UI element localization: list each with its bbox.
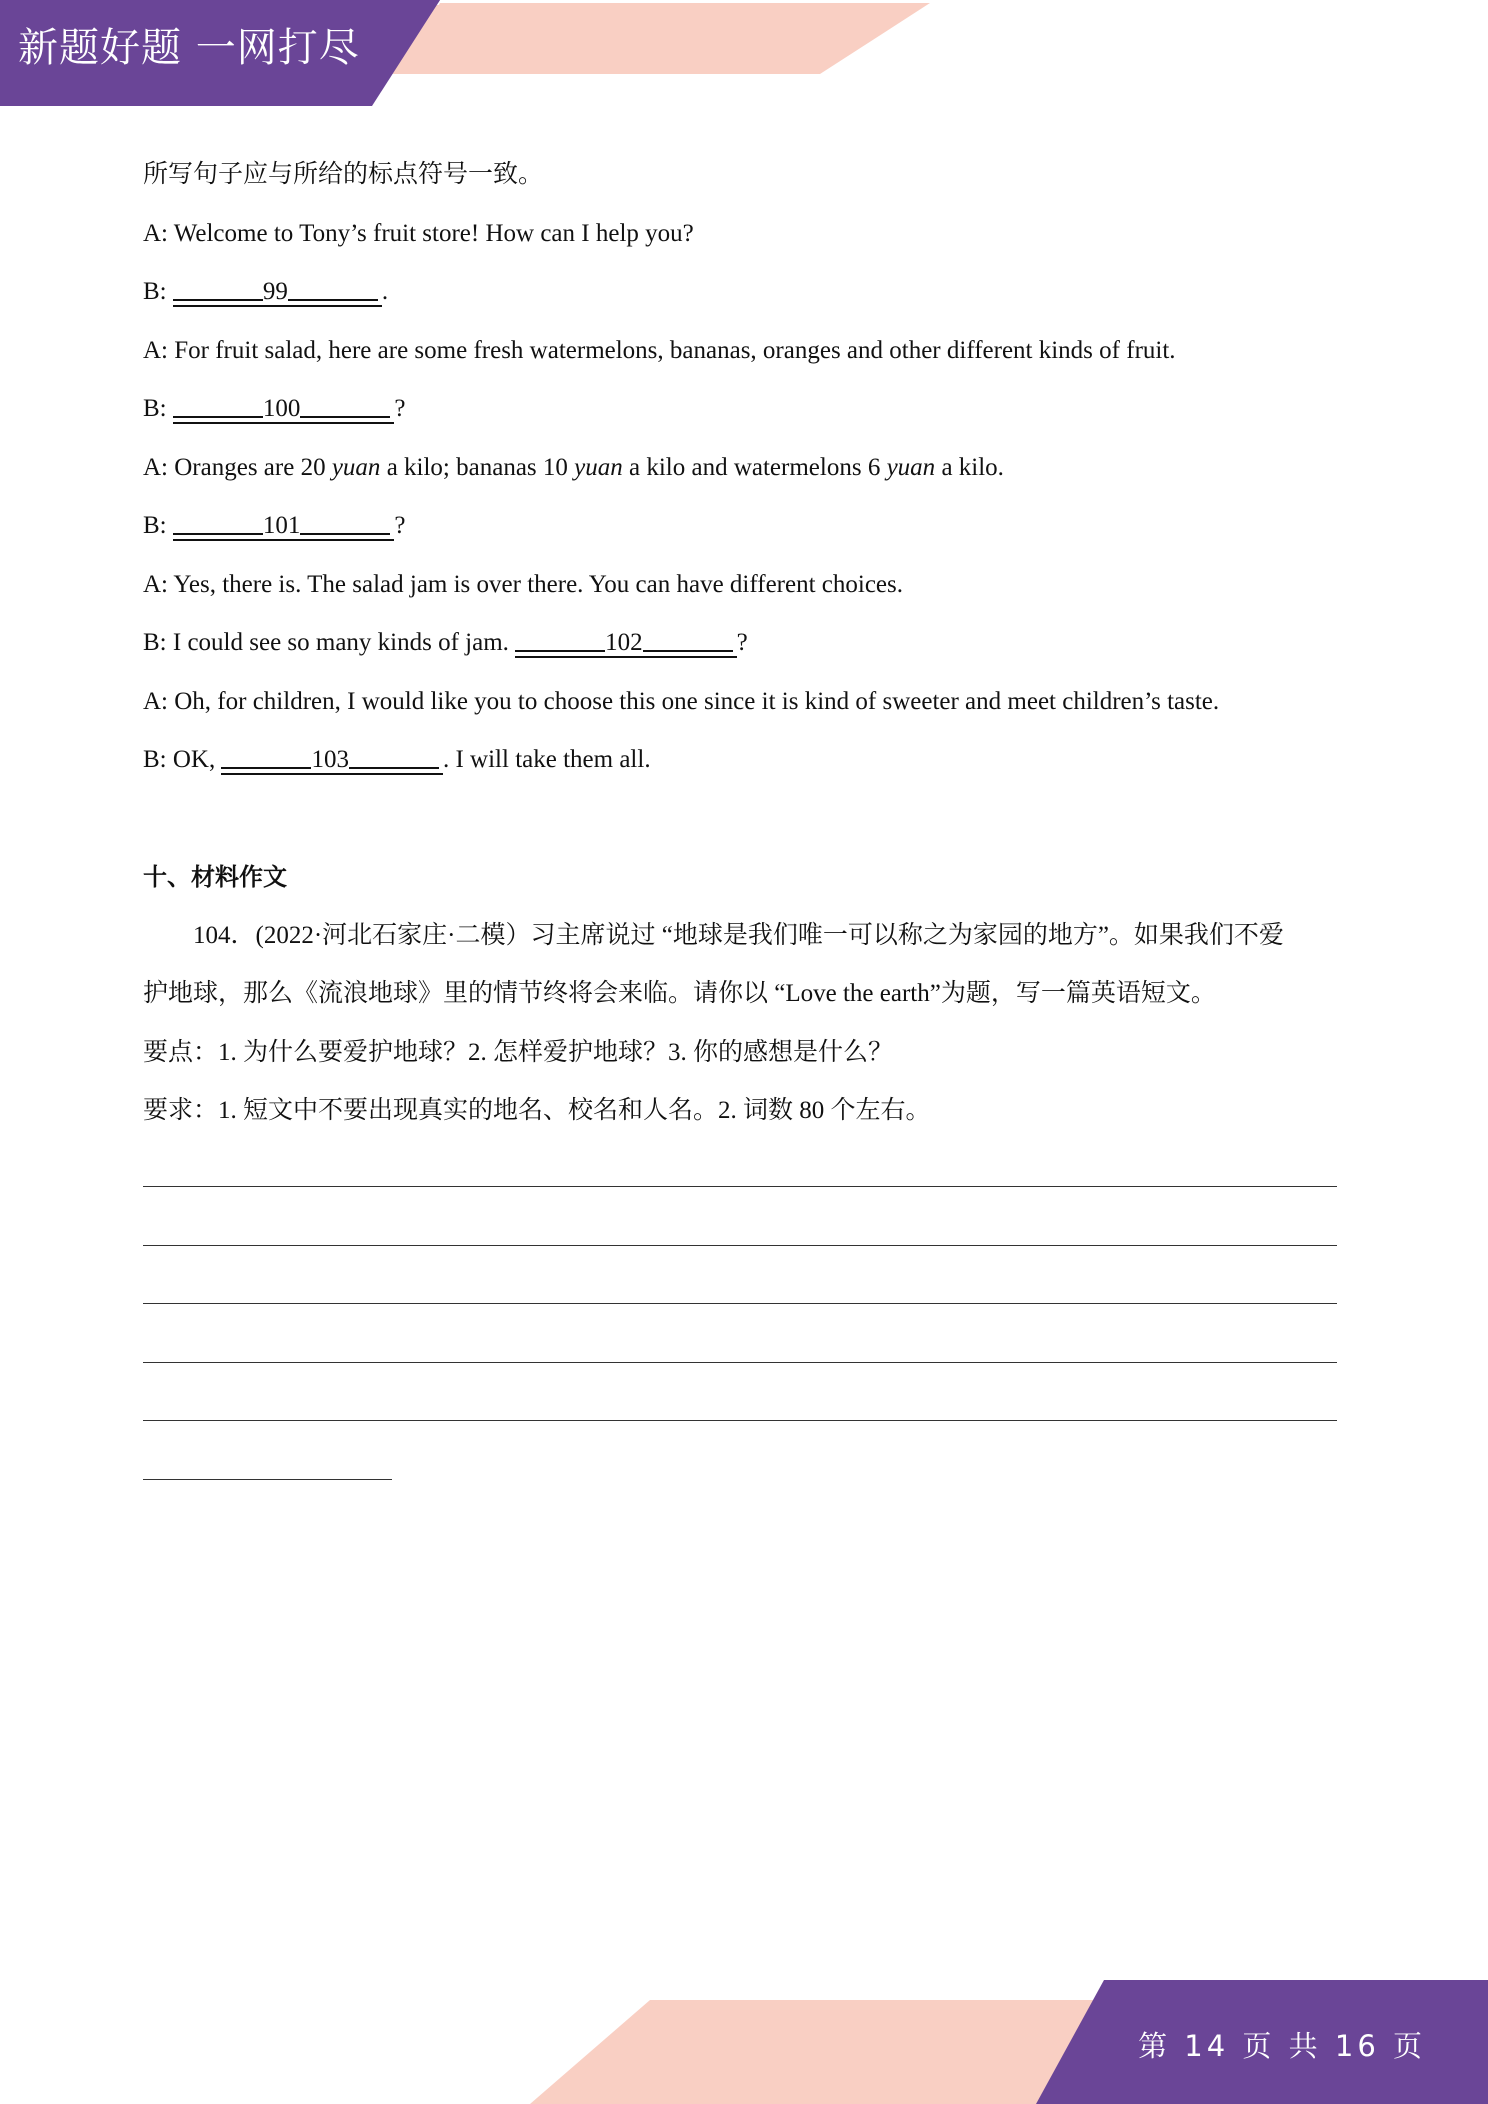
writing-line-1[interactable] xyxy=(143,1141,1353,1200)
dialogue-b4 xyxy=(143,614,1353,673)
text-segment: A: Oranges are 20 xyxy=(143,453,332,481)
section-title: 十、材料作文 xyxy=(143,863,287,891)
dialogue-a2: A: For fruit salad, here are some fresh watermelons, bananas, oranges and other different kinds of fruit. xyxy=(143,336,1176,364)
italic-word: yuan xyxy=(331,453,381,481)
writing-line-6[interactable] xyxy=(143,1433,1353,1492)
spacer xyxy=(143,790,1353,849)
italic-word: yuan xyxy=(574,453,623,481)
requirements: 要求：1. 短文中不要出现真实的地名、校名和人名。2. 词数 80 个左右。 xyxy=(143,1097,931,1124)
dialogue-b1 xyxy=(143,263,1353,322)
speaker-b-label: B: xyxy=(143,278,173,305)
writing-line-3[interactable] xyxy=(143,1258,1353,1317)
blank-number: 99 xyxy=(262,278,288,305)
speaker-b-text: B: I could see so many kinds of jam. xyxy=(143,629,516,656)
dialogue-b2 xyxy=(143,380,1353,439)
speaker-b-label: B: xyxy=(143,395,173,422)
dialogue-a5: A: Oh, for children, I would like you to choose this one since it is kind of sweeter and meet children’s taste. xyxy=(143,687,1220,715)
dialogue-a1: A: Welcome to Tony’s fruit store! How can I help you? xyxy=(143,219,694,247)
writing-line-5[interactable] xyxy=(143,1375,1353,1434)
question-text-line-1: 104．(2022·河北石家庄·二模）习主席说过 “地球是我们唯一可以称之为家园的地方”。如果我们不爱 xyxy=(193,921,1284,949)
blank-number: 100 xyxy=(262,395,301,422)
text-segment: a kilo. xyxy=(935,453,1004,481)
writing-line-2[interactable] xyxy=(143,1199,1353,1258)
answer-blank-100[interactable] xyxy=(173,396,395,424)
dialogue-a4: A: Yes, there is. The salad jam is over there. You can have different choices. xyxy=(143,570,903,598)
footer-peach-band xyxy=(530,2000,1100,2104)
punctuation: ? xyxy=(736,629,748,656)
text-segment: a kilo; bananas 10 xyxy=(380,453,575,481)
key-points: 要点：1. 为什么要爱护地球？2. 怎样爱护地球？3. 你的感想是什么？ xyxy=(143,1038,894,1066)
blank-number: 102 xyxy=(605,629,643,656)
blank-number: 101 xyxy=(262,512,301,539)
text-segment: a kilo and watermelons 6 xyxy=(622,453,887,481)
speaker-b-text: B: OK, xyxy=(143,746,222,773)
answer-blank-103[interactable] xyxy=(221,747,443,775)
document-body xyxy=(143,146,1353,1492)
punctuation: ? xyxy=(394,395,406,422)
blank-number: 103 xyxy=(311,746,349,773)
punctuation: ? xyxy=(394,512,406,539)
italic-word: yuan xyxy=(886,453,936,481)
answer-blank-101[interactable] xyxy=(173,513,395,541)
writing-line-4[interactable] xyxy=(143,1316,1353,1375)
header-title: 新题好题 一网打尽 xyxy=(18,25,360,71)
dialogue-b3 xyxy=(143,497,1353,556)
speaker-b-label: B: xyxy=(143,512,173,539)
answer-blank-102[interactable] xyxy=(515,630,737,658)
answer-blank-99[interactable] xyxy=(173,279,382,307)
page-number: 第 14 页 共 16 页 xyxy=(1138,2029,1426,2063)
question-text-line-2: 护地球，那么《流浪地球》里的情节终将会来临。请你以 “Love the earth”为题，写一篇英语短文。 xyxy=(143,980,1216,1007)
dialogue-a3 xyxy=(143,439,1353,498)
instruction-line: 所写句子应与所给的标点符号一致。 xyxy=(143,161,544,188)
sentence-end: . I will take them all. xyxy=(442,746,651,773)
dialogue-b5 xyxy=(143,731,1353,790)
punctuation: . xyxy=(381,278,389,305)
